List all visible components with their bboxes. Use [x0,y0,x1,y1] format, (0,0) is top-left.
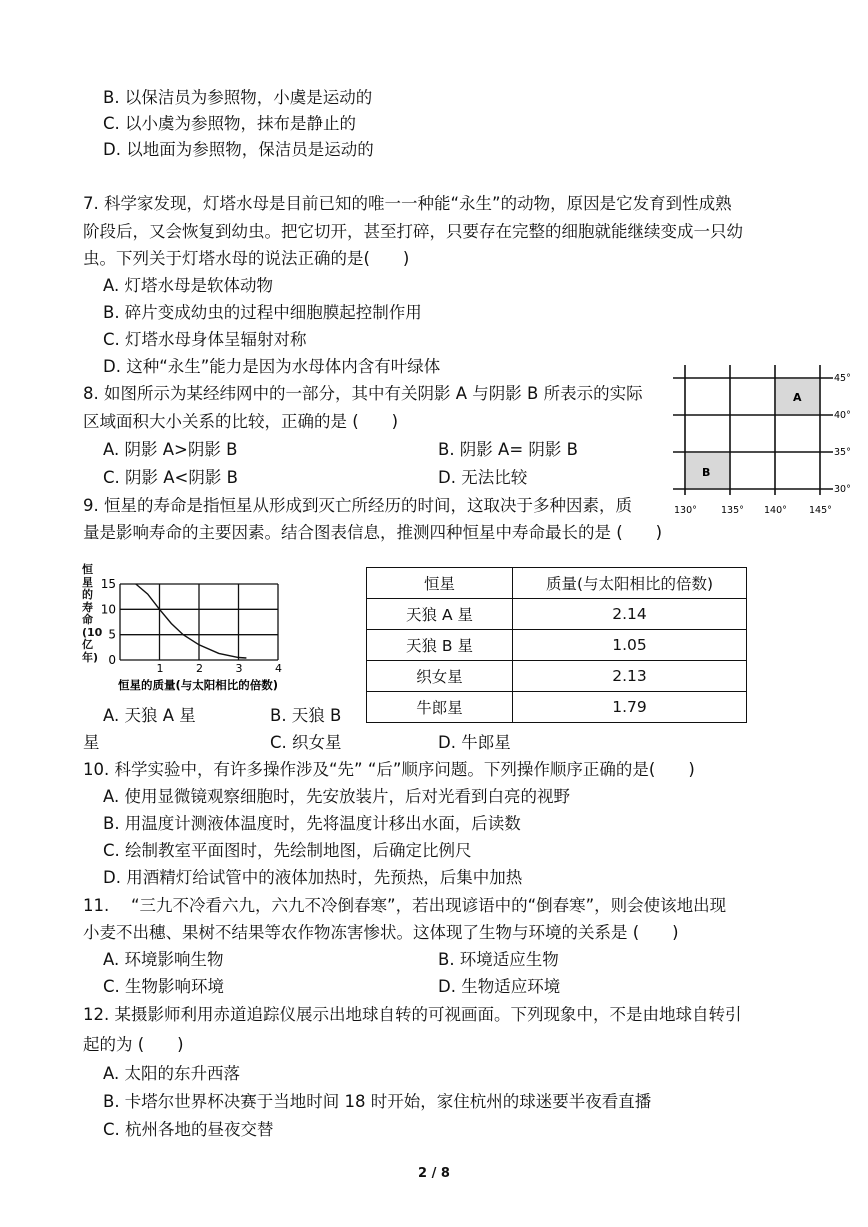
q10-option-a: A. 使用显微镜观察细胞时，先安放装片，后对光看到白亮的视野 [103,787,570,806]
table-cell-mass: 1.05 [513,630,747,661]
y-axis-label-char: 命 [82,613,93,626]
q11-option-c: C. 生物影响环境 [103,977,225,996]
q10-stem: 10. 科学实验中，有许多操作涉及“先” “后”顺序问题。下列操作顺序正确的是( ) [83,760,695,779]
lon-label-140: 140° [764,505,787,516]
lon-label-145: 145° [809,505,832,516]
table-header-mass: 质量(与太阳相比的倍数) [513,568,747,599]
lat-label-45: 45° [834,373,851,384]
q9-option-d: D. 牛郎星 [438,733,511,752]
shade-b-label: B [702,466,711,479]
q9-option-c: C. 织女星 [270,733,342,752]
y-axis-label-char: 星 [82,575,93,589]
table-cell-star: 牛郎星 [367,692,513,723]
lat-lon-grid-figure [668,360,863,520]
q9-option-b: B. 天狼 B [270,706,342,725]
lat-label-40: 40° [834,410,851,421]
table-cell-star: 织女星 [367,661,513,692]
y-axis-label-char: 的 [82,588,93,601]
q10-option-d: D. 用酒精灯给试管中的液体加热时，先预热，后集中加热 [103,868,523,887]
x-tick-label: 3 [235,662,243,675]
q11-option-b: B. 环境适应生物 [438,950,559,969]
series-line [136,584,247,658]
table-header-row [367,568,747,599]
q11-stem-line2: 小麦不出穗、果树不结果等农作物冻害惨状。这体现了生物与环境的关系是 ( ) [83,923,679,942]
q9-stem-line2: 量是影响寿命的主要因素。结合图表信息，推测四种恒星中寿命最长的是 ( ) [83,523,663,542]
y-tick-label: 15 [100,577,116,591]
q10-option-b: B. 用温度计测液体温度时，先将温度计移出水面，后读数 [103,814,521,833]
q11-option-d: D. 生物适应环境 [438,977,561,996]
q8-stem-line1: 8. 如图所示为某经纬网中的一部分，其中有关阴影 A 与阴影 B 所表示的实际 [83,384,643,403]
x-tick-label: 1 [156,662,164,675]
q8-option-a: A. 阴影 A>阴影 B [103,440,238,459]
x-tick-label: 2 [196,662,203,675]
q7-option-c: C. 灯塔水母身体呈辐射对称 [103,330,307,349]
q9-option-b-wrap: 星 [83,733,100,752]
table-cell-star: 天狼 A 星 [367,599,513,630]
q10-option-c: C. 绘制教室平面图时，先绘制地图，后确定比例尺 [103,841,472,860]
q8-option-b: B. 阴影 A= 阴影 B [438,440,578,459]
q6-option-d: D. 以地面为参照物，保洁员是运动的 [103,140,374,159]
q7-option-b: B. 碎片变成幼虫的过程中细胞膜起控制作用 [103,303,422,322]
table-row [367,661,747,692]
table-header-star: 恒星 [367,568,513,599]
y-tick-label: 0 [108,653,116,667]
table-cell-mass: 2.14 [513,599,747,630]
q7-option-a: A. 灯塔水母是软体动物 [103,276,273,295]
q8-option-d: D. 无法比较 [438,468,528,487]
q12-option-b: B. 卡塔尔世界杯决赛于当地时间 18 时开始，家住杭州的球迷要半夜看直播 [103,1092,652,1111]
q7-option-d: D. 这种“永生”能力是因为水母体内含有叶绿体 [103,357,441,376]
q12-option-c: C. 杭州各地的昼夜交替 [103,1120,274,1139]
q12-option-a: A. 太阳的东升西落 [103,1064,240,1083]
y-axis-label-char: (10 [82,625,103,639]
y-axis-label-char: 亿 [82,638,93,651]
q11-option-a: A. 环境影响生物 [103,950,224,969]
page-number: 2 / 8 [418,1166,450,1181]
q12-stem-line2: 起的为 ( ) [83,1035,184,1054]
table-row [367,599,747,630]
y-axis-label-char: 年) [82,650,99,664]
q8-stem-line2: 区域面积大小关系的比较，正确的是 ( ) [83,412,399,431]
q6-option-c: C. 以小虞为参照物，抹布是静止的 [103,114,357,133]
table-cell-mass: 1.79 [513,692,747,723]
q12-stem-line1: 12. 某摄影师利用赤道追踪仪展示出地球自转的可视画面。下列现象中，不是由地球自转引 [83,1005,742,1024]
q11-stem-line1: 11. “三九不冷看六九，六九不冷倒春寒”，若出现谚语中的“倒春寒”，则会使该地出现 [83,896,727,915]
q7-stem-line3: 虫。下列关于灯塔水母的说法正确的是( ) [83,249,410,268]
lat-label-35: 35° [834,447,851,458]
y-axis-label-char: 寿 [82,600,93,614]
lon-label-130: 130° [674,505,697,516]
x-axis-label: 恒星的质量(与太阳相比的倍数) [118,678,279,692]
lat-label-30: 30° [834,484,851,495]
x-tick-label: 4 [275,662,282,675]
table-row [367,692,747,723]
table-cell-mass: 2.13 [513,661,747,692]
chart-plot [80,560,350,700]
lon-label-135: 135° [721,505,744,516]
q6-option-b: B. 以保洁员为参照物，小虞是运动的 [103,88,373,107]
shade-a-label: A [793,391,802,404]
table-row [367,630,747,661]
table-cell-star: 天狼 B 星 [367,630,513,661]
q9-option-a: A. 天狼 A 星 [103,706,196,725]
q9-stem-line1: 9. 恒星的寿命是指恒星从形成到灭亡所经历的时间，这取决于多种因素，质 [83,496,632,515]
q8-option-c: C. 阴影 A<阴影 B [103,468,238,487]
y-axis-label-char: 恒 [82,563,93,576]
q7-stem-line1: 7. 科学家发现，灯塔水母是目前已知的唯一一种能“永生”的动物，原因是它发育到性成熟 [83,194,732,213]
y-tick-label: 5 [108,627,116,642]
y-tick-label: 10 [100,602,116,617]
star-lifetime-chart [80,560,350,700]
star-mass-table [366,567,747,723]
q7-stem-line2: 阶段后，又会恢复到幼虫。把它切开，甚至打碎，只要存在完整的细胞就能继续变成一只幼 [83,222,743,241]
